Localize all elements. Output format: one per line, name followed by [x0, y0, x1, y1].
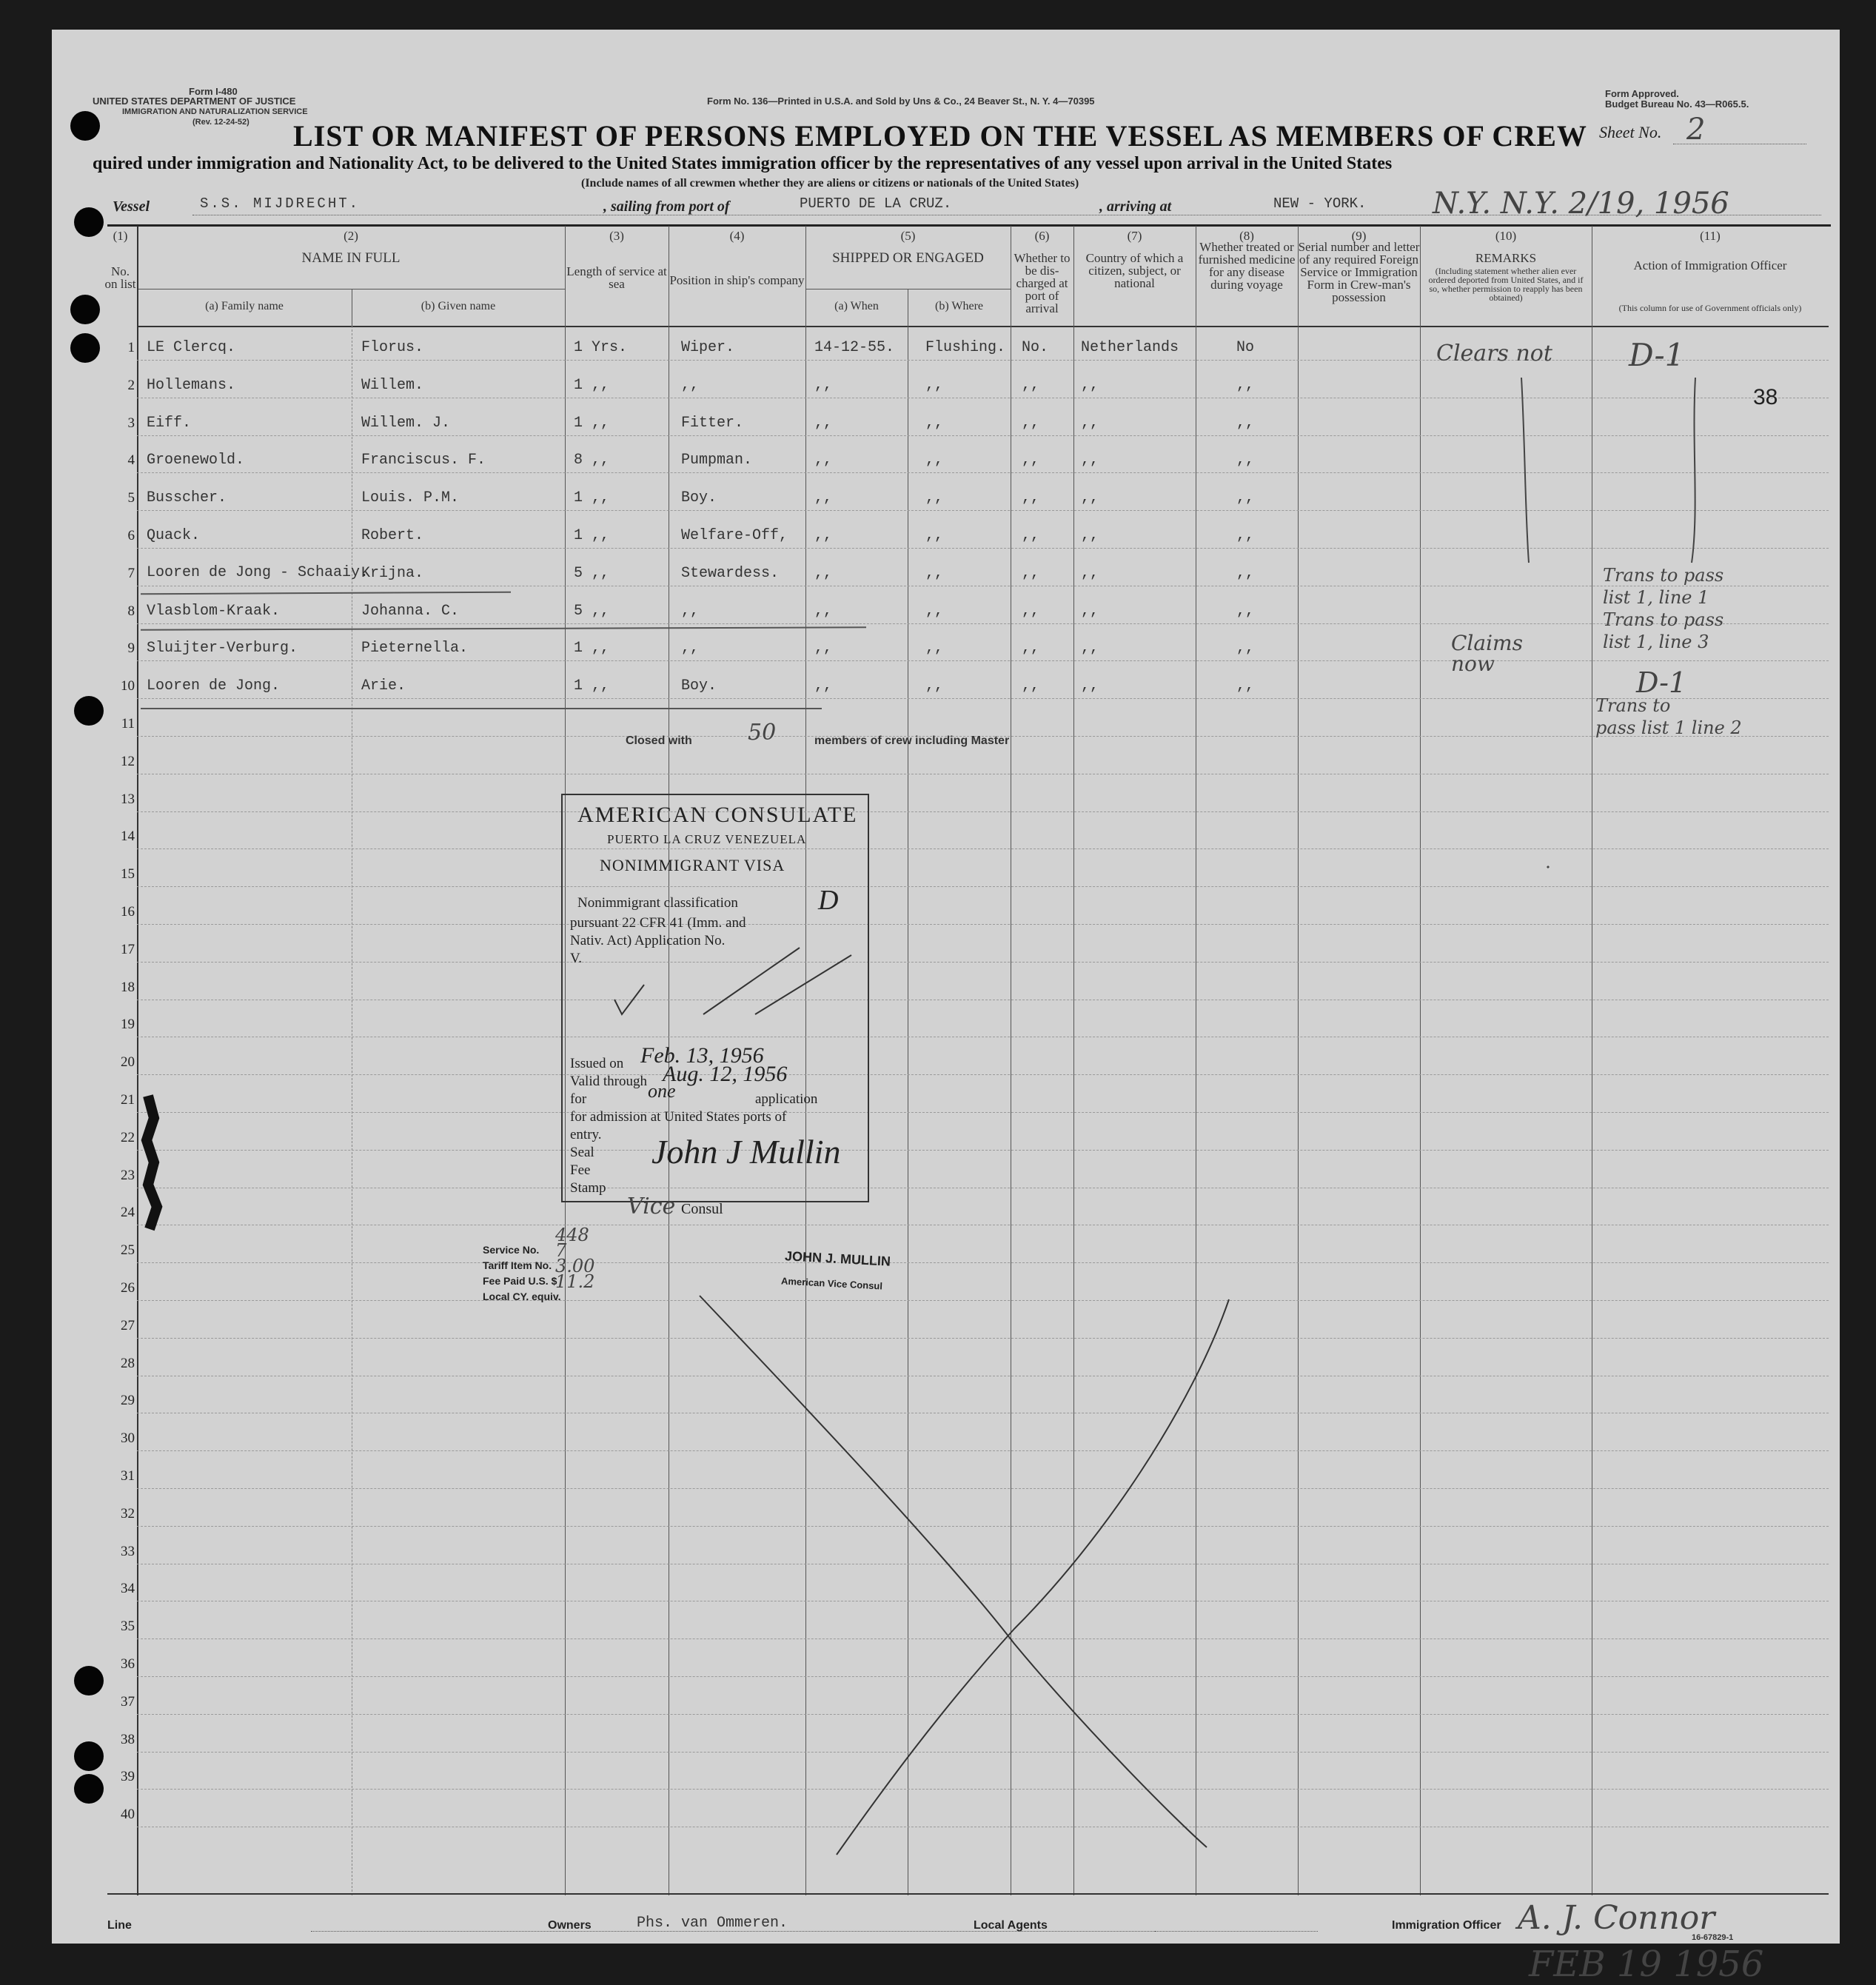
form-approved: Form Approved. [1605, 88, 1679, 99]
remarks-handwriting-1: Clears not [1436, 341, 1552, 366]
crew-position: Boy. [681, 489, 717, 507]
crew-medicine: No [1236, 339, 1255, 356]
crew-discharged: ,, [1022, 640, 1040, 657]
row-number: 34 [121, 1581, 135, 1597]
crew-discharged: ,, [1022, 564, 1040, 582]
crew-position: Welfare-Off, [681, 527, 788, 544]
sailing-label: , sailing from port of [603, 198, 730, 215]
crew-position: Pumpman. [681, 452, 753, 469]
crew-country: ,, [1081, 489, 1099, 507]
crew-position: ,, [681, 602, 700, 620]
crew-medicine: ,, [1236, 527, 1255, 544]
crew-country: ,, [1081, 527, 1099, 544]
crew-when: ,, [814, 489, 833, 507]
crew-country: ,, [1081, 564, 1099, 582]
consul-title: American Vice Consul [780, 1275, 883, 1292]
col-header-name: NAME IN FULL [301, 250, 401, 266]
crew-country: ,, [1081, 414, 1099, 432]
row-number: 32 [121, 1505, 135, 1522]
row-number: 28 [121, 1355, 135, 1371]
agency-line-1: UNITED STATES DEPARTMENT OF JUSTICE [93, 96, 296, 107]
document-title: LIST OR MANIFEST OF PERSONS EMPLOYED ON THE VESSEL AS MEMBERS OF CREW [293, 119, 1587, 153]
footer-line-label: Line [107, 1919, 132, 1932]
crew-where: ,, [925, 564, 944, 582]
crew-where: ,, [925, 376, 944, 394]
crew-discharged: No. [1022, 339, 1049, 356]
crew-count: 50 [748, 720, 777, 746]
crew-family-name: Sluijter-Verburg. [147, 640, 298, 657]
crew-position: Boy. [681, 677, 717, 695]
row-number: 30 [121, 1430, 135, 1447]
crew-where: ,, [925, 527, 944, 544]
crew-where: ,, [925, 452, 944, 469]
crew-family-name: Looren de Jong - Schaaiy. [147, 563, 369, 581]
crew-given-name: Robert. [361, 527, 424, 544]
crew-position: ,, [681, 376, 700, 394]
crew-country: ,, [1081, 602, 1099, 620]
row-number: 35 [121, 1619, 135, 1635]
footer-owners-value: Phs. van Ommeren. [637, 1915, 788, 1932]
crew-where: Flushing. [925, 339, 1006, 356]
col-header-when: (a) When [834, 300, 879, 312]
crew-when: ,, [814, 677, 833, 695]
crew-position: ,, [681, 640, 700, 657]
row-number: 10 [121, 678, 135, 694]
crew-given-name: Johanna. C. [361, 602, 460, 620]
crew-given-name: Pieternella. [361, 640, 469, 657]
crew-given-name: Florus. [361, 339, 424, 356]
row-number: 22 [121, 1129, 135, 1145]
crew-where: ,, [925, 640, 944, 657]
row-number: 5 [127, 490, 135, 506]
footer-owners-label: Owners [548, 1919, 592, 1932]
crew-discharged: ,, [1022, 376, 1040, 394]
arriving-label: , arriving at [1099, 198, 1172, 215]
include-note: (Include names of all crewmen whether they are aliens or citizens or nationals of the United States) [581, 177, 1079, 190]
crew-family-name: Hollemans. [147, 376, 236, 394]
col-header-position: Position in ship's company [669, 273, 805, 287]
row-number: 26 [121, 1280, 135, 1296]
crew-when: ,, [814, 640, 833, 657]
crew-length: 8 ,, [574, 452, 610, 469]
crew-when: ,, [814, 527, 833, 544]
col-header-remarks-note: (Including statement whether alien ever ordered deported from United States, and if so, whether permission to reapply has been obtained) [1428, 266, 1584, 303]
crew-medicine: ,, [1236, 677, 1255, 695]
crew-discharged: ,, [1022, 452, 1040, 469]
row-number: 37 [121, 1693, 135, 1710]
row-number: 13 [121, 791, 135, 807]
row-number: 7 [127, 565, 135, 581]
row-number: 6 [127, 528, 135, 543]
crew-length: 1 Yrs. [574, 339, 628, 356]
crew-discharged: ,, [1022, 677, 1040, 695]
row-number: 14 [121, 829, 135, 845]
col-header-where: (b) Where [935, 300, 983, 312]
crew-length: 1 ,, [574, 414, 610, 432]
row-number: 23 [121, 1167, 135, 1183]
crew-medicine: ,, [1236, 414, 1255, 432]
crew-medicine: ,, [1236, 640, 1255, 657]
crew-medicine: ,, [1236, 564, 1255, 582]
crew-when: ,, [814, 602, 833, 620]
crew-length: 5 ,, [574, 602, 610, 620]
crew-given-name: Willem. J. [361, 414, 451, 432]
row-number: 12 [121, 753, 135, 769]
consulate-stamp: AMERICAN CONSULATE PUERTO LA CRUZ VENEZUELA NONIMMIGRANT VISA Nonimmigrant classification D pursuant 22 CFR 41 (Imm. and Nativ. Act) Application No. V. Issued on Feb. 13, 1956 Valid through Aug. 12, 1956 for one application for admission at United States ports of entry. Seal Fee Stamp John J Mullin [561, 794, 869, 1202]
crew-position: Wiper. [681, 339, 735, 356]
crew-given-name: Willem. [361, 376, 424, 394]
crew-length: 1 ,, [574, 640, 610, 657]
col-header-shipped: SHIPPED OR ENGAGED [832, 250, 984, 266]
col-header-no: No. on list [104, 264, 136, 291]
crew-family-name: Groenewold. [147, 452, 245, 469]
subtitle: quired under immigration and Nationality Act, to be delivered to the United States immigration officer by the representatives of any vessel upon arrival in the United States [93, 154, 1393, 173]
row-number: 17 [121, 941, 135, 957]
margin-number: 38 [1753, 385, 1778, 409]
consul-label: Consul [681, 1201, 723, 1217]
crew-when: ,, [814, 414, 833, 432]
crew-family-name: Busscher. [147, 489, 227, 507]
crew-discharged: ,, [1022, 414, 1040, 432]
row-number: 1 [127, 340, 135, 355]
crew-country: ,, [1081, 640, 1099, 657]
footer-agents-label: Local Agents [974, 1919, 1048, 1932]
row-number: 24 [121, 1205, 135, 1221]
vice-handwriting: Vice [627, 1194, 676, 1219]
service-block-values: 448 7 3.00 11.2 [555, 1225, 595, 1292]
vessel-name: S.S. MIJDRECHT. [200, 195, 361, 212]
crew-given-name: Krijna. [361, 564, 424, 582]
crew-given-name: Arie. [361, 677, 406, 695]
crew-length: 1 ,, [574, 677, 610, 695]
print-code: 16-67829-1 [1692, 1933, 1734, 1942]
row-number: 31 [121, 1468, 135, 1484]
crew-length: 5 ,, [574, 564, 610, 582]
crew-when: ,, [814, 452, 833, 469]
handwritten-marks [52, 30, 1840, 1944]
vessel-label: Vessel [113, 198, 150, 215]
row-number: 25 [121, 1242, 135, 1259]
crew-when: ,, [814, 376, 833, 394]
revision: (Rev. 12-24-52) [192, 118, 249, 127]
consul-name: JOHN J. MULLIN [784, 1248, 891, 1269]
port-to: NEW - YORK. [1273, 195, 1367, 212]
row-number: 8 [127, 603, 135, 619]
budget-bureau: Budget Bureau No. 43—R065.5. [1605, 98, 1749, 110]
row-number: 29 [121, 1393, 135, 1409]
row-number: 33 [121, 1543, 135, 1559]
row-number: 36 [121, 1656, 135, 1672]
crew-where: ,, [925, 677, 944, 695]
crew-family-name: Eiff. [147, 414, 192, 432]
row-number: 20 [121, 1054, 135, 1071]
crew-length: 1 ,, [574, 489, 610, 507]
crew-medicine: ,, [1236, 376, 1255, 394]
crew-where: ,, [925, 414, 944, 432]
footer-officer-label: Immigration Officer [1392, 1919, 1501, 1932]
printer-line: Form No. 136—Printed in U.S.A. and Sold by Uns & Co., 24 Beaver St., N. Y. 4—70395 [707, 96, 1095, 107]
action-d1-row9: D-1 [1636, 666, 1687, 699]
row-number: 27 [121, 1317, 135, 1333]
crew-length: 1 ,, [574, 376, 610, 394]
crew-when: 14-12-55. [814, 339, 895, 356]
row-number: 19 [121, 1017, 135, 1033]
agency-line-2: IMMIGRATION AND NATURALIZATION SERVICE [122, 107, 308, 116]
action-d1-top: D-1 [1629, 337, 1685, 373]
port-from: PUERTO DE LA CRUZ. [800, 195, 952, 212]
crew-medicine: ,, [1236, 602, 1255, 620]
row-number: 2 [127, 377, 135, 393]
closed-with-label: Closed with [626, 734, 692, 747]
row-number: 3 [127, 415, 135, 431]
officer-signature: A. J. Connor [1518, 1899, 1715, 1937]
col-header-serial: Serial number and letter of any required Foreign Service or Immigration Form in Crew-man's possession [1298, 240, 1420, 304]
row-number: 9 [127, 640, 135, 657]
row-number: 11 [121, 716, 135, 732]
row-number: 39 [121, 1769, 135, 1785]
action-note-row-10: Trans to pass list 1 line 2 [1595, 695, 1742, 738]
crew-country: Netherlands [1081, 339, 1179, 356]
col-header-country: Country of which a citizen, subject, or national [1085, 251, 1184, 290]
col-header-family-name: (a) Family name [205, 300, 284, 312]
form-number: Form I-480 [189, 86, 238, 97]
row-number: 15 [121, 866, 135, 883]
crew-discharged: ,, [1022, 489, 1040, 507]
crew-family-name: Vlasblom-Kraak. [147, 602, 281, 620]
row-number: 40 [121, 1807, 135, 1823]
crew-medicine: ,, [1236, 489, 1255, 507]
crew-discharged: ,, [1022, 602, 1040, 620]
crew-given-name: Franciscus. F. [361, 452, 486, 469]
crew-where: ,, [925, 602, 944, 620]
row-number: 21 [121, 1092, 135, 1108]
document-sheet: UNITED STATES DEPARTMENT OF JUSTICE Form I-480 IMMIGRATION AND NATURALIZATION SERVICE (Rev. 12-24-52) Form No. 136—Printed in U.S.A. and Sold by Uns & Co., 24 Beaver St., N. Y. 4—70395 Form Approved. Budget Bureau No. 43—R065.5. LIST OR MANIFEST OF PERSONS EMPLOYED ON THE VESSEL AS MEMBERS OF CREW Sheet No. 2 quired under immigration and Nationality Act, to be delivered to the United States immigration officer by the representatives of any vessel upon arrival in the United States (Include names of all crewmen whether they are aliens or citizens or nationals of the United States) Vessel S.S. MIJDRECHT. , sailing from port of PUERTO DE LA CRUZ. , arriving at NEW - YORK. N.Y. N.Y. 2/19, 1956 (1) (2) (3) (4) (5) (6) (7) (8) (9) (10) (11) No. on list NAME IN FULL (a) Family name (b) Given name Length of service at sea Position in ship's company SHIPPED OR ENGAGED (a) When (b) Where Whether to be dis-charged at port of arrival Country of which a citizen, subject, or national Whether treated or furnished medicine for any disease during voyage Serial number and letter of any required Foreign Service or Immigration Form in Crew-man's possession REMARKS (Including statement whether alien ever ordered deported from United States, and if so, whether permission to reapply has been obtained) Action of Immigration Officer (This column for use of Government officials only) 1 2 3 4 5 6 7 8 9 10 11 12 13 14 15 16 17 18 19 20 21 22 23 24 25 26 27 28 29 30 31 32 33 34 35 36 37 38 39 40 LE Clercq. Florus. 1 Yrs. Wiper. 14-12-55. Flushing. No. Netherlands No Hollemans. Willem. 1 ,, ,, ,, ,, ,, ,, ,, Eiff. Willem. J. 1 ,, Fitter. ,, ,, ,, ,, ,, Groenewold. Franciscus. F. 8 ,, Pumpman. ,, ,, ,, ,, ,, Busscher. Louis. P.M. 1 ,, Boy. ,, ,, ,, ,, ,, Quack. Robert. 1 ,, Welfare-Off, ,, ,, ,, ,, ,, Looren de Jong - Schaaiy. Krijna. 5 ,, Stewardess. ,, ,, ,, ,, ,, Vlasblom-Kraak. Johanna. C. 5 ,, ,, ,, ,, ,, ,, ,, Sluijter-Verburg. Pieternella. 1 ,, ,, ,, ,, ,, ,, ,, Looren de Jong. Arie. 1 ,, Boy. ,, ,, ,, ,, ,, Closed with 50 members of crew including Master Clears not D-1 38 Trans to pass list 1, line 1 Trans to pass list 1, line 3 Claims now D-1 Trans to pass list 1 line 2 AMERICAN CONSULATE PUERTO LA CRUZ VENEZUELA NONIMMIGRANT VISA Nonimmigrant classification D pursuant 22 CFR 41 (Imm. and Nativ. Act) Application No. V. Issued on Feb. 13, 1956 Valid through Aug. 12, 1956 for one application for admission at United States ports of entry. Seal Fee Stamp John J Mullin Vice Consul Service No. Tariff Item No. Fee Paid U.S. $ Local CY. equiv. 448 7 3.00 11.2 JOHN J. MULLIN American Vice Consul Line Owners Phs. van Ommeren. Local Agents Immigration Officer A. J. Connor FEB 19 1956 16-67829-1 [52, 30, 1840, 1944]
col-header-medicine: Whether treated or furnished medicine for any disease during voyage [1198, 240, 1296, 292]
crew-length: 1 ,, [574, 527, 610, 544]
crew-position: Stewardess. [681, 564, 780, 582]
crew-country: ,, [1081, 677, 1099, 695]
crew-family-name: Looren de Jong. [147, 677, 281, 695]
row-number: 38 [121, 1731, 135, 1747]
col-header-action-note: (This column for use of Government officials only) [1618, 303, 1802, 313]
crew-country: ,, [1081, 452, 1099, 469]
sheet-label: Sheet No. [1599, 123, 1662, 141]
remarks-handwriting-2: Claims now [1451, 631, 1523, 676]
crew-position: Fitter. [681, 414, 744, 432]
crew-medicine: ,, [1236, 452, 1255, 469]
crew-where: ,, [925, 489, 944, 507]
sheet-number: 2 [1686, 113, 1706, 147]
arrival-date-handwritten: N.Y. N.Y. 2/19, 1956 [1433, 187, 1729, 221]
row-number: 16 [121, 904, 135, 920]
row-number: 18 [121, 979, 135, 995]
crew-given-name: Louis. P.M. [361, 489, 460, 507]
crew-when: ,, [814, 564, 833, 582]
crew-country: ,, [1081, 376, 1099, 394]
col-header-length: Length of service at sea [566, 264, 667, 291]
service-block-labels: Service No. Tariff Item No. Fee Paid U.S. $ Local CY. equiv. [483, 1244, 561, 1302]
action-note-rows-7-8: Trans to pass list 1, line 1 Trans to pass list 1, line 3 [1603, 565, 1724, 652]
col-header-discharged: Whether to be dis-charged at port of arrival [1014, 251, 1071, 315]
officer-date: FEB 19 1956 [1529, 1944, 1764, 1985]
row-number: 4 [127, 452, 135, 469]
closed-with-text: members of crew including Master [814, 734, 1010, 747]
col-header-remarks: REMARKS [1475, 251, 1537, 265]
crew-family-name: LE Clercq. [147, 339, 236, 356]
col-header-action: Action of Immigration Officer [1633, 258, 1787, 272]
col-header-given-name: (b) Given name [421, 300, 496, 312]
crew-discharged: ,, [1022, 527, 1040, 544]
crew-family-name: Quack. [147, 527, 201, 544]
